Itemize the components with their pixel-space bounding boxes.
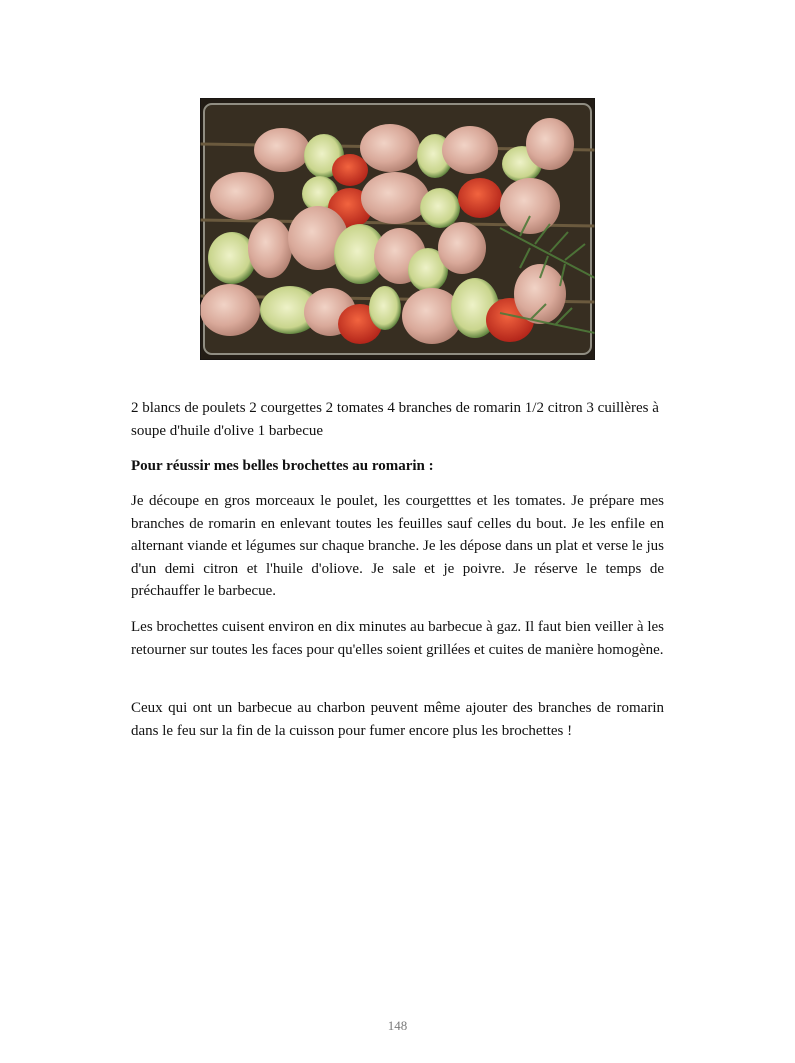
paragraph-cooking: Les brochettes cuisent environ en dix minutes au barbecue à gaz. Il faut bien veiller à les retourner sur toutes les faces pour qu'elles soient grillées et cuites de manière homogène. xyxy=(131,619,664,658)
ingredients-list: 2 blancs de poulets 2 courgettes 2 tomates 4 branches de romarin 1/2 citron 3 cuillères à soupe d'huile d'olive 1 barbecue xyxy=(131,400,659,439)
brochettes-photo xyxy=(200,98,595,360)
paragraph-tip: Ceux qui ont un barbecue au charbon peuvent même ajouter des branches de romarin dans le feu sur la fin de la cuisson pour fumer encore plus les brochettes ! xyxy=(131,700,664,739)
section-heading: Pour réussir mes belles brochettes au romarin : xyxy=(131,458,434,474)
paragraph-preparation: Je découpe en gros morceaux le poulet, les courgetttes et les tomates. Je prépare mes branches de romarin en enlevant toutes les feuilles sauf celles du bout. Je les enfile en alternant viande et légumes sur chaque branche. Je les dépose dans un plat et verse le jus d'un demi citron et l'huile d'oliove. Je sale et je poivre. Je réserve le temps de préchauffer le barbecue. xyxy=(131,493,664,599)
page-number: 148 xyxy=(387,1018,408,1033)
